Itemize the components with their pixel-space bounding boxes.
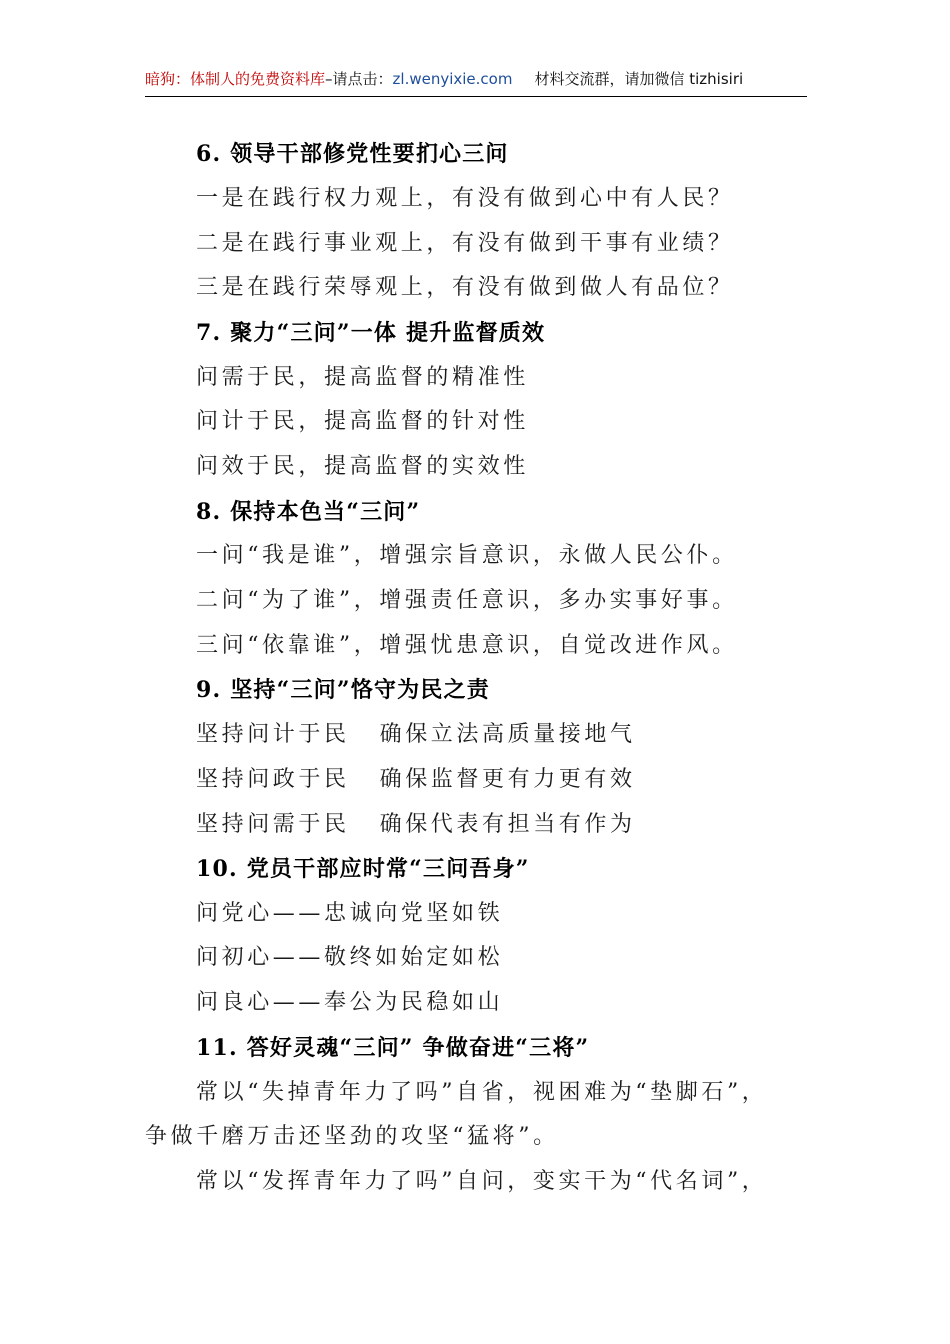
section-9-row-2 bbox=[196, 765, 636, 795]
section-6-line-1: 一是在践行权力观上，有没有做到心中有人民？ bbox=[196, 186, 734, 211]
section-10-title: 10. 党员干部应时常“三问吾身” bbox=[196, 856, 530, 882]
section-10-line-1: 问党心——忠诚向党坚如铁 bbox=[196, 901, 504, 926]
section-10-line-3: 问良心——奉公为民稳如山 bbox=[196, 990, 504, 1015]
section-8-line-1: 一问“我是谁”，增强宗旨意识，永做人民公仆。 bbox=[196, 543, 738, 568]
section-7-line-1: 问需于民，提高监督的精准性 bbox=[196, 365, 529, 390]
section-9-row-1-b: 确保立法高质量接地气 bbox=[379, 722, 636, 747]
header-click-text: –请点击： bbox=[325, 70, 393, 88]
section-11-para-1-line-1: 常以“失掉青年力了吗”自省，视困难为“垫脚石”， bbox=[196, 1080, 768, 1105]
section-9-row-2-b: 确保监督更有力更有效 bbox=[379, 767, 636, 792]
section-10-line-2: 问初心——敬终如始定如松 bbox=[196, 945, 504, 970]
section-11-title: 11. 答好灵魂“三问” 争做奋进“三将” bbox=[196, 1035, 590, 1061]
header-url[interactable]: zl.wenyixie.com bbox=[392, 70, 513, 88]
section-6-title: 6. 领导干部修党性要扪心三问 bbox=[196, 141, 509, 167]
section-6-line-3: 三是在践行荣辱观上，有没有做到做人有品位？ bbox=[196, 275, 734, 300]
section-9-title: 9. 坚持“三问”恪守为民之责 bbox=[196, 677, 490, 703]
section-9-row-3 bbox=[196, 810, 636, 840]
section-8-title: 8. 保持本色当“三问” bbox=[196, 499, 421, 525]
section-9-row-2-a: 坚持问政于民 bbox=[196, 767, 350, 792]
section-7-title: 7. 聚力“三问”一体 提升监督质效 bbox=[196, 320, 546, 346]
section-9-row-1 bbox=[196, 720, 636, 750]
section-8-line-2: 二问“为了谁”，增强责任意识，多办实事好事。 bbox=[196, 588, 738, 613]
section-11-para-2-line-1: 常以“发挥青年力了吗”自问，变实干为“代名词”， bbox=[196, 1169, 768, 1194]
section-6-line-2: 二是在践行事业观上，有没有做到干事有业绩？ bbox=[196, 231, 734, 256]
section-11-para-1-line-2: 争做千磨万击还坚劲的攻坚“猛将”。 bbox=[145, 1124, 559, 1149]
header-site-name: 暗狗：体制人的免费资料库 bbox=[145, 70, 326, 88]
section-9-row-1-a: 坚持问计于民 bbox=[196, 722, 350, 747]
section-7-line-3: 问效于民，提高监督的实效性 bbox=[196, 454, 529, 479]
section-7-line-2: 问计于民，提高监督的针对性 bbox=[196, 409, 529, 434]
section-9-row-3-a: 坚持问需于民 bbox=[196, 812, 350, 837]
page-header bbox=[145, 68, 807, 97]
section-8-line-3: 三问“依靠谁”，增强忧患意识，自觉改进作风。 bbox=[196, 633, 738, 658]
header-wechat-text: 材料交流群，请加微信 tizhisiri bbox=[534, 70, 744, 88]
section-9-row-3-b: 确保代表有担当有作为 bbox=[379, 812, 636, 837]
